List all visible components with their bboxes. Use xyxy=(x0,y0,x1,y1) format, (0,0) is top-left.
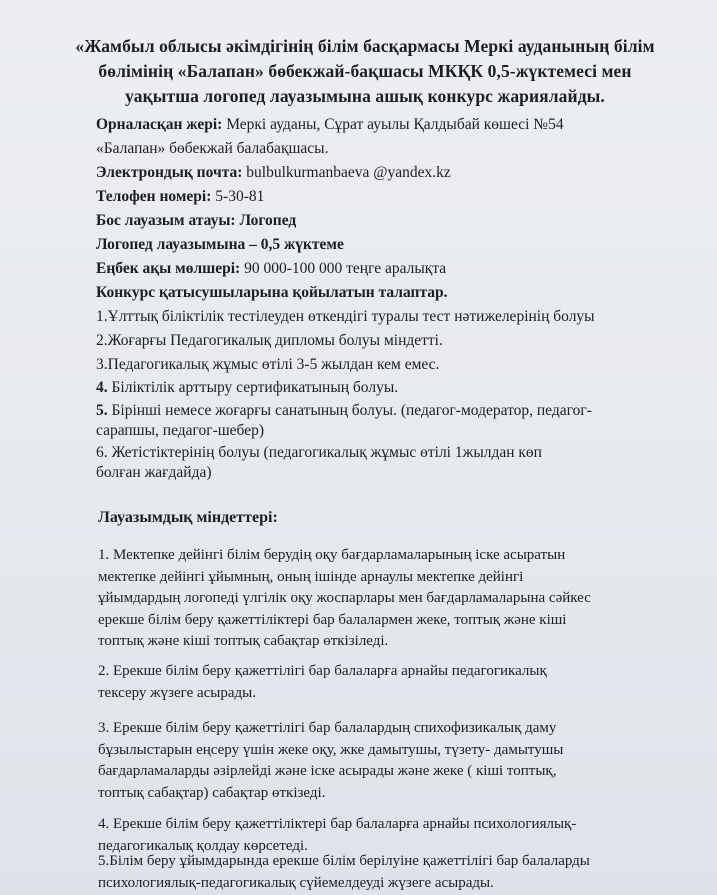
requirement-item-continued: сарапшы, педагог-шебер) xyxy=(96,422,265,439)
location-label: Орналасқан жері: xyxy=(96,116,223,133)
requirement-item xyxy=(96,378,398,398)
duty-line: бұзылыстарын еңсеру үшін жеке оқу, жке дамытушы, түзету- дамытушы xyxy=(98,741,564,758)
duty-line: ұйымдардың логопеді үлгілік оқу жоспарлары мен бағдарламаларына сәйкес xyxy=(98,590,591,606)
location-line xyxy=(96,115,564,135)
email-value: bulbulkurmanbaeva @yandex.kz xyxy=(242,164,451,181)
title-line: «Жамбыл облысы әкімдігінің білім басқармасы Меркі ауданының білім xyxy=(75,36,655,56)
duty-paragraph-2 xyxy=(98,661,658,704)
salary-line xyxy=(96,259,446,279)
duty-line: тексеру жүзеге асырады. xyxy=(98,684,256,701)
duty-line: 5.Білім беру ұйымдарында ерекше білім берілуіне қажеттілігі бар балаларды xyxy=(98,853,590,869)
duty-paragraph-3 xyxy=(98,718,658,804)
requirement-number: 5. xyxy=(96,402,108,419)
duty-line: 2. Ерекше білім беру қажеттілігі бар балаларға арнайы педагогикалық xyxy=(98,663,547,679)
duty-paragraph-1 xyxy=(98,545,658,653)
duty-line: топтық және кіші топтық сабақтар өткізіледі. xyxy=(98,633,389,649)
duty-line: педагогикалық қолдау көрсетеді. xyxy=(98,837,308,854)
duty-line: ерекше білім беру қажеттіліктері бар балалармен жеке, топтық және кіші xyxy=(98,611,567,628)
requirement-text: Бірінші немесе жоғарғы санатының болуы. (педагог-модератор, педагог- xyxy=(107,402,592,419)
announcement-title xyxy=(60,34,670,109)
salary-value: 90 000-100 000 теңге аралықта xyxy=(240,260,447,277)
requirement-item: 3.Педагогикалық жұмыс өтілі 3-5 жылдан кем емес. xyxy=(96,356,440,373)
duty-line: психологиялық-педагогикалық сүйемелдеуді жүзеге асырады. xyxy=(98,874,494,891)
requirement-item: 1.Ұлттық біліктілік тестілеуден өткендігі туралы тест нәтижелерінің болуы xyxy=(96,308,595,325)
phone-value: 5-30-81 xyxy=(211,188,265,205)
duty-line: 3. Ерекше білім беру қажеттілігі бар балалардың спихофизикалық даму xyxy=(98,720,557,736)
duty-paragraph-5 xyxy=(98,851,658,894)
title-line: бөлімінің «Балапан» бөбекжай-бақшасы МКҚК 0,5-жүктемесі мен xyxy=(98,61,632,81)
duty-line: мектепке дейінгі ұйымның, оның ішінде арнаулы мектепке дейінгі xyxy=(98,568,524,585)
duties-heading: Лауазымдық міндеттері: xyxy=(98,509,278,526)
duty-line: 1. Мектепке дейінгі білім берудің оқу бағдарламаларының іске асыратын xyxy=(98,547,566,563)
title-line: уақытша логопед лауазымына ашық конкурс жариялайды. xyxy=(125,86,605,106)
requirements-heading: Конкурс қатысушыларына қойылатын талаптар. xyxy=(96,284,448,301)
salary-label: Еңбек ақы мөлшері: xyxy=(96,260,241,277)
email-label: Электрондық почта: xyxy=(96,164,243,181)
requirement-item: 6. Жетістіктерінің болуы (педагогикалық жұмыс өтілі 1жылдан көп xyxy=(96,444,542,461)
phone-line xyxy=(96,187,264,207)
email-line xyxy=(96,163,451,183)
load-line: Логопед лауазымына – 0,5 жүктеме xyxy=(96,236,344,253)
duty-line: 4. Ерекше білім беру қажеттіліктері бар балаларға арнайы психологиялық- xyxy=(98,816,577,832)
requirement-item: 2.Жоғарғы Педагогикалық дипломы болуы міндетті. xyxy=(96,332,443,349)
requirement-item-continued: болған жағдайда) xyxy=(96,464,212,481)
requirement-item xyxy=(96,401,592,421)
duty-line: бағдарламаларды әзірлейді және іске асырады және жеке ( кіші топтық, xyxy=(98,763,557,779)
vacancy-line: Бос лауазым атауы: Логопед xyxy=(96,212,297,229)
location-line-2: «Балапан» бөбекжай балабақшасы. xyxy=(96,140,329,157)
phone-label: Телофен номері: xyxy=(96,188,212,205)
duty-line: топтық сабақтар) сабақтар өткізеді. xyxy=(98,784,326,801)
location-value: Меркі ауданы, Сұрат ауылы Қалдыбай көшесі №54 xyxy=(222,116,564,133)
requirement-text: Біліктілік арттыру сертификатының болуы. xyxy=(107,379,399,396)
requirement-number: 4. xyxy=(96,379,108,396)
